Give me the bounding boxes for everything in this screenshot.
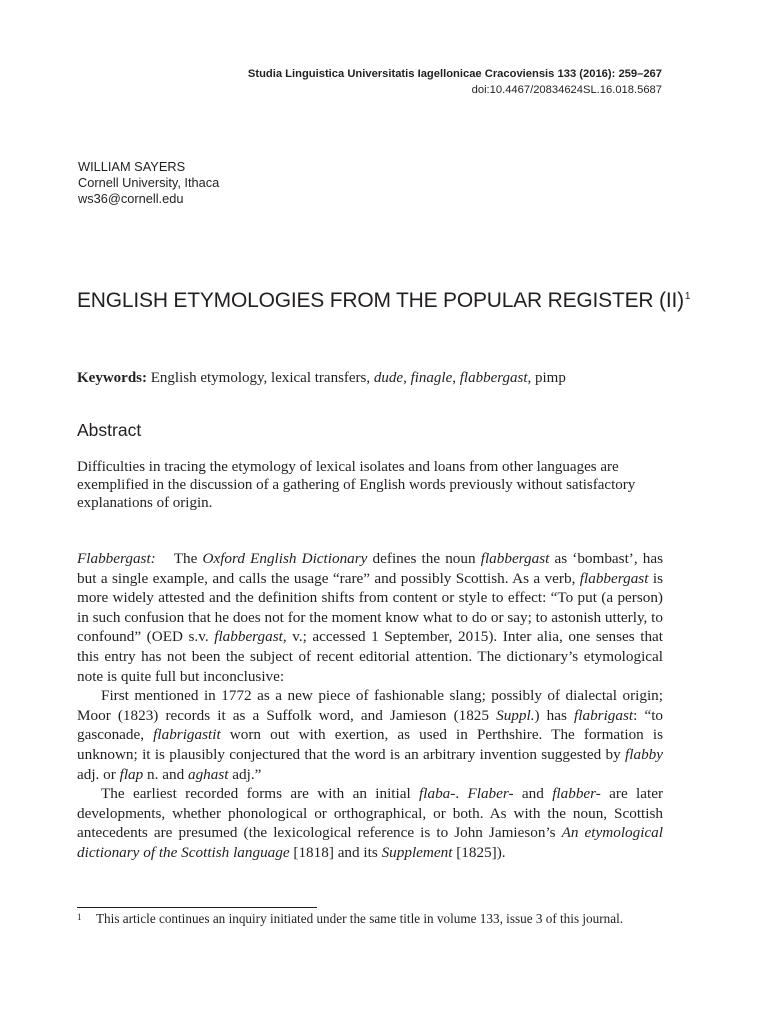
p2-suppl: Suppl. (496, 706, 535, 724)
keyword-finagle: finagle (410, 370, 453, 386)
p1-b: defines the noun (372, 550, 476, 567)
keywords-label: Keywords: (77, 370, 147, 386)
p1-c: as ‘bombast’, has but a single example, and calls the usage “rare” and possibly Scottish. As a verb, (77, 550, 664, 587)
p2-c: : “to gasconade, (77, 706, 664, 744)
footnote-rule (77, 907, 317, 908)
p3-book: An etymological dictionary of the Scottish language (77, 824, 663, 861)
p3-b: . (455, 785, 460, 803)
p1-w3: flabbergast (214, 628, 283, 646)
article-title (77, 289, 690, 313)
p1-w1: flabbergast (480, 550, 550, 567)
p3-w3: flabber- (552, 785, 601, 803)
keywords (77, 370, 566, 387)
p3-f: [1825]). (456, 843, 506, 861)
p3-w1: flaba- (419, 785, 456, 803)
p3-e: [1818] and its (293, 843, 378, 861)
article-title-text: ENGLISH ETYMOLOGIES FROM THE POPULAR REGISTER (II) (77, 289, 684, 312)
body-text (77, 549, 663, 863)
p2-f: n. and (147, 765, 185, 783)
p3-c: and (521, 785, 544, 803)
keyword-flabbergast: flabbergast (459, 370, 528, 386)
author-email[interactable]: ws36@cornell.edu (78, 191, 184, 206)
p1-oed: Oxford English Dictionary (202, 550, 368, 567)
p1-d: is more widely attested and the definition shifts from content or style to effect: “To put (a person) in such confusion that he does not for the moment know what to do or say; to astonish utterly, to confound” (OED s.v. (77, 569, 663, 646)
footnote-mark: 1 (77, 912, 82, 922)
p2-e: adj. or (77, 765, 116, 783)
p2-w3: flabby (625, 745, 663, 763)
p2-w1: flabrigast (574, 706, 634, 724)
keyword-sep: , (527, 370, 532, 386)
p1-e: , v.; accessed 1 September, 2015). Inter alia, one senses that this entry has not been the subject of recent editorial attention. The dictionary’s etymological note is quite full but inconclusive: (77, 628, 663, 685)
footnote (77, 910, 663, 927)
paragraph-3 (77, 784, 663, 862)
abstract-text: Difficulties in tracing the etymology of lexical isolates and loans from other languages are exemplified in the discussion of a gathering of English words previously without satisfactory explanations of origin. (77, 459, 636, 511)
p2-d: worn out with exertion, as used in Perthshire. The formation is unknown; it is plausibly conjectured that the word is an arbitrary invention suggested by (77, 726, 664, 763)
abstract-heading: Abstract (77, 420, 142, 440)
p2-w2: flabrigastit (153, 726, 221, 744)
paragraph-1 (77, 549, 663, 686)
keyword-dude: dude (373, 370, 404, 386)
doi: doi:10.4467/20834624SL.16.018.5687 (471, 84, 662, 96)
author-affiliation: Cornell University, Ithaca (78, 175, 220, 190)
keyword-pimp: pimp (535, 370, 566, 386)
author-name: WILLIAM SAYERS (78, 159, 186, 174)
p1-w2: flabbergast (579, 569, 649, 587)
p2-g: adj.” (232, 765, 262, 783)
author-block (78, 159, 219, 207)
keyword-sep: , (452, 370, 456, 386)
p2-w5: aghast (187, 765, 229, 783)
paragraph-2-quote (77, 686, 663, 784)
p2-b: ) has (534, 706, 567, 724)
title-footnote-mark[interactable]: 1 (684, 291, 691, 302)
p3-d: are later developments, whether phonological or orthographical, or both. As with the noun, Scottish antecedents are presumed (the lexicological reference is to John Jamieson’s (77, 785, 664, 842)
section-lead: Flabbergast: (77, 550, 156, 567)
keywords-plain: English etymology, lexical transfers, (150, 370, 371, 386)
p2-w4: flap (119, 765, 144, 783)
footnote-text: This article continues an inquiry initiated under the same title in volume 133, issue 3 of this journal. (96, 911, 624, 926)
p3-w2: Flaber- (467, 785, 514, 803)
p1-a: The (173, 550, 198, 567)
journal-citation: Studia Linguistica Universitatis Iagellonicae Cracoviensis 133 (2016): 259–267 (247, 68, 662, 80)
p2-a: First mentioned in 1772 as a new piece of fashionable slang; possibly of dialectal origin; Moor (1823) records it as a Suffolk word, and Jamieson (1825 (77, 687, 663, 724)
keyword-sep: , (403, 370, 407, 386)
p3-supp: Supplement (381, 843, 453, 861)
p3-a: The earliest recorded forms are with an initial (101, 785, 411, 803)
